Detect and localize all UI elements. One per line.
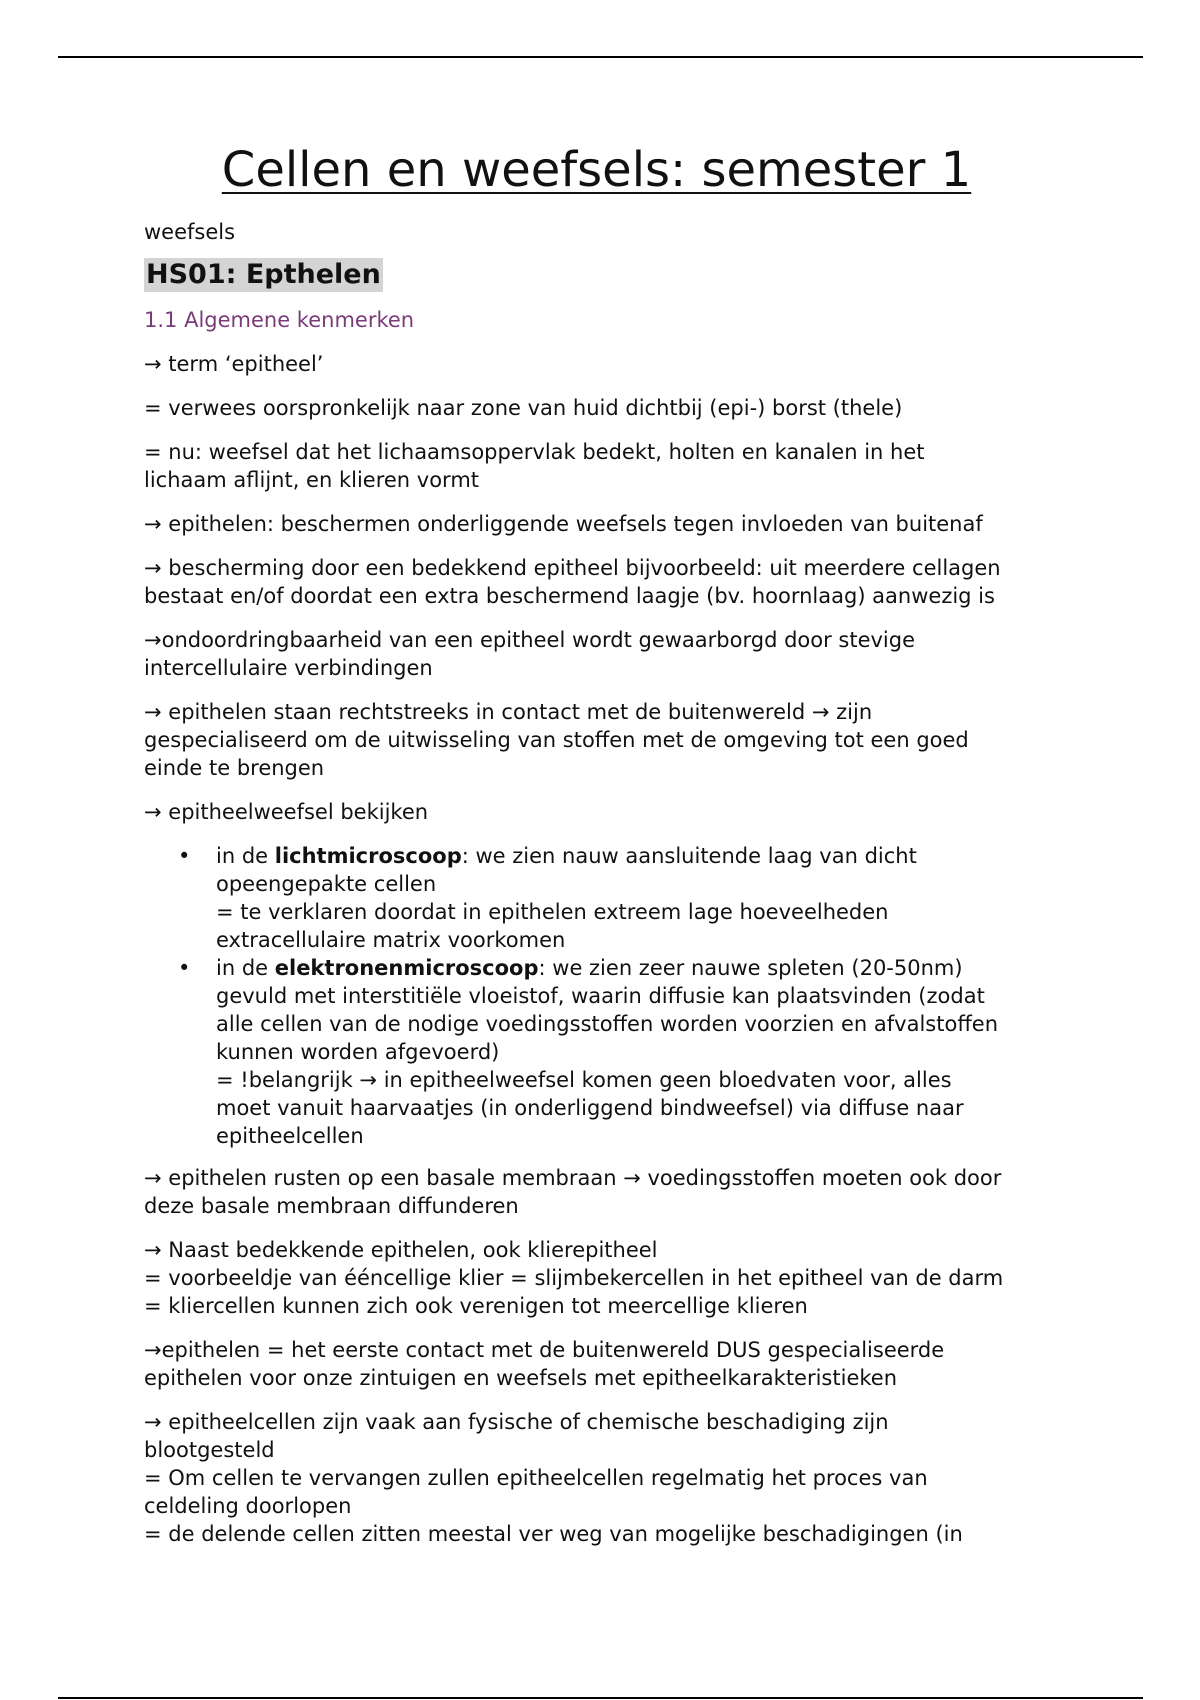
paragraph-view: → epitheelweefsel bekijken xyxy=(144,800,429,824)
text-line: alle cellen van de nodige voedingsstoffen worden voorzien en afvalstoffen xyxy=(216,1012,999,1036)
text-line: = kliercellen kunnen zich ook verenigen tot meercellige klieren xyxy=(144,1294,808,1318)
footer-rule xyxy=(58,1697,1143,1699)
paragraph-basal-membrane xyxy=(144,1164,1084,1220)
text-line: lichaam aflijnt, en klieren vormt xyxy=(144,468,480,492)
chapter-heading: HS01: Epthelen xyxy=(146,259,381,290)
list-item xyxy=(178,842,1084,954)
text-line: = te verklaren doordat in epithelen extreem lage hoeveelheden xyxy=(216,900,889,924)
bullet-icon: • xyxy=(178,956,191,980)
text-line: gespecialiseerd om de uitwisseling van stoffen met de omgeving tot een goed xyxy=(144,728,969,752)
text-line: celdeling doorlopen xyxy=(144,1494,352,1518)
paragraph-impermeability xyxy=(144,626,1084,682)
paragraph-gland xyxy=(144,1236,1084,1320)
text-line: gevuld met interstitiële vloeistof, waarin diffusie kan plaatsvinden (zodat xyxy=(216,984,985,1008)
paragraph-protection: → epithelen: beschermen onderliggende weefsels tegen invloeden van buitenaf xyxy=(144,512,983,536)
paragraph-senses xyxy=(144,1336,1084,1392)
text-line: in de elektronenmicroscoop: we zien zeer nauwe spleten (20-50nm) xyxy=(216,956,963,980)
text-line: epitheelcellen xyxy=(216,1124,364,1148)
text-line: einde te brengen xyxy=(144,756,325,780)
text-line: →epithelen = het eerste contact met de buitenwereld DUS gespecialiseerde xyxy=(144,1338,945,1362)
text-line: moet vanuit haarvaatjes (in onderliggend bindweefsel) via diffuse naar xyxy=(216,1096,964,1120)
text-line: → epithelen staan rechtstreeks in contact met de buitenwereld → zijn xyxy=(144,700,873,724)
text-line: → epithelen rusten op een basale membraan → voedingsstoffen moeten ook door xyxy=(144,1166,1002,1190)
list-item xyxy=(178,954,1084,1150)
text-line: epithelen voor onze zintuigen en weefsels met epitheelkarakteristieken xyxy=(144,1366,898,1390)
text-line: bestaat en/of doordat een extra beschermend laagje (bv. hoornlaag) aanwezig is xyxy=(144,584,995,608)
paragraph-covering xyxy=(144,554,1084,610)
paragraph-origin: = verwees oorspronkelijk naar zone van huid dichtbij (epi-) borst (thele) xyxy=(144,396,903,420)
subsection-heading: 1.1 Algemene kenmerken xyxy=(144,308,415,332)
text-line: = nu: weefsel dat het lichaamsoppervlak bedekt, holten en kanalen in het xyxy=(144,440,925,464)
header-rule xyxy=(58,56,1143,58)
page-title: Cellen en weefsels: semester 1 xyxy=(221,142,972,198)
microscope-list xyxy=(144,842,1084,1150)
text-line: in de lichtmicroscoop: we zien nauw aansluitende laag van dicht xyxy=(216,844,917,868)
text-line: blootgesteld xyxy=(144,1438,275,1462)
bullet-icon: • xyxy=(178,844,191,868)
term-lichtmicroscoop: lichtmicroscoop xyxy=(274,844,462,868)
paragraph-contact xyxy=(144,698,1084,782)
text-line: = voorbeeldje van ééncellige klier = slijmbekercellen in het epitheel van de darm xyxy=(144,1266,1004,1290)
text-line: → bescherming door een bedekkend epitheel bijvoorbeeld: uit meerdere cellagen xyxy=(144,556,1001,580)
text-line: = Om cellen te vervangen zullen epitheelcellen regelmatig het proces van xyxy=(144,1466,928,1490)
text-line: → epitheelcellen zijn vaak aan fysische of chemische beschadiging zijn xyxy=(144,1410,889,1434)
term-elektronenmicroscoop: elektronenmicroscoop xyxy=(274,956,539,980)
text-line: intercellulaire verbindingen xyxy=(144,656,433,680)
document-body xyxy=(144,140,1084,1564)
paragraph-term: → term ‘epitheel’ xyxy=(144,352,324,376)
paragraph-damage xyxy=(144,1408,1084,1548)
text-line: →ondoordringbaarheid van een epitheel wordt gewaarborgd door stevige xyxy=(144,628,916,652)
text-line: extracellulaire matrix voorkomen xyxy=(216,928,566,952)
section-label: weefsels xyxy=(144,220,236,244)
text-line: → Naast bedekkende epithelen, ook klierepitheel xyxy=(144,1238,658,1262)
text-line: = de delende cellen zitten meestal ver weg van mogelijke beschadigingen (in xyxy=(144,1522,963,1546)
text-line: kunnen worden afgevoerd) xyxy=(216,1040,500,1064)
text-line: deze basale membraan diffunderen xyxy=(144,1194,519,1218)
text-line: = !belangrijk → in epitheelweefsel komen geen bloedvaten voor, alles xyxy=(216,1068,952,1092)
paragraph-definition xyxy=(144,438,1084,494)
text-line: opeengepakte cellen xyxy=(216,872,437,896)
